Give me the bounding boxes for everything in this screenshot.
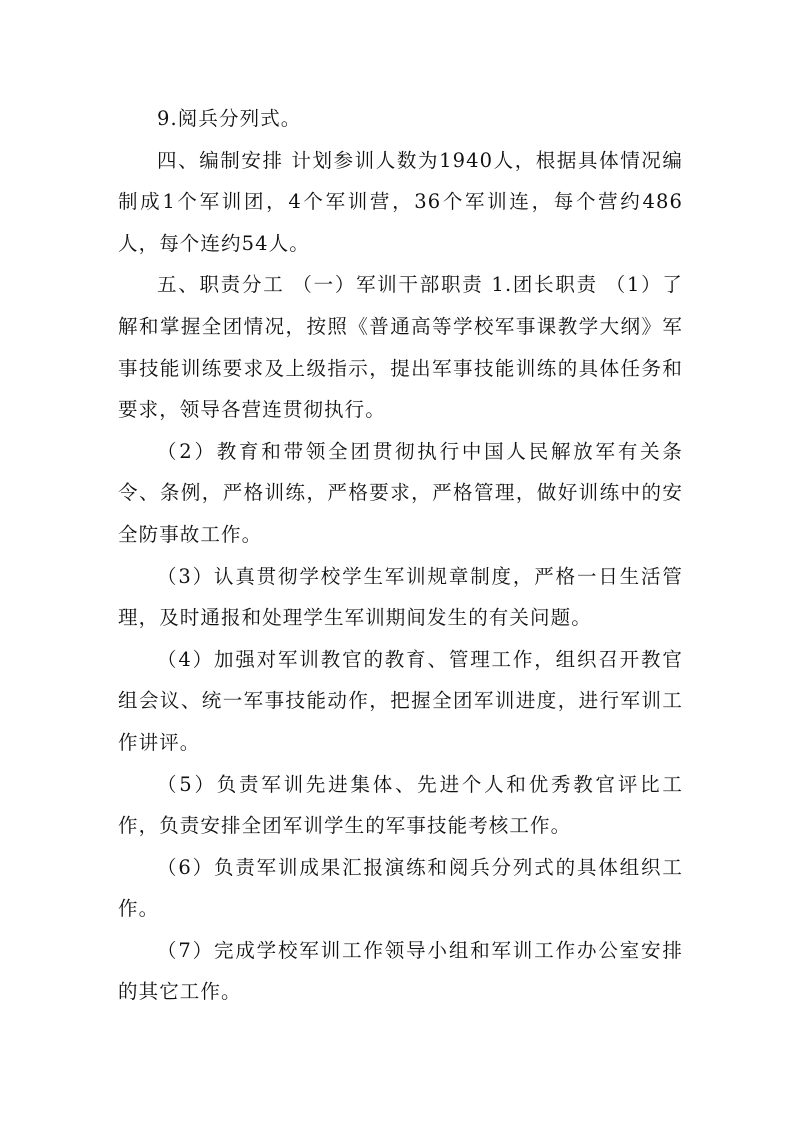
paragraph-duty-5: （5）负责军训先进集体、先进个人和优秀教官评比工作，负责安排全团军训学生的军事技能考核工作。: [118, 772, 683, 838]
paragraph-duty-division: 五、职责分工 （一）军训干部职责 1.团长职责 （1）了解和掌握全团情况，按照《普通高等学校军事课教学大纲》军事技能训练要求及上级指示，提出军事技能训练的具体任务和要求，领导各营连贯彻执行。: [118, 273, 683, 422]
paragraph-duty-7: （7）完成学校军训工作领导小组和军训工作办公室安排的其它工作。: [118, 938, 683, 1004]
document-body: [118, 98, 683, 1013]
paragraph-staffing-plan: 四、编制安排 计划参训人数为1940人，根据具体情况编制成1个军训团，4个军训营，36个军训连，每个营约486人，每个连约54人。: [118, 148, 683, 255]
paragraph-duty-4: （4）加强对军训教官的教育、管理工作，组织召开教官组会议、统一军事技能动作，把握全团军训进度，进行军训工作讲评。: [118, 647, 683, 754]
paragraph-duty-6: （6）负责军训成果汇报演练和阅兵分列式的具体组织工作。: [118, 855, 683, 921]
paragraph-parade-item: 9.阅兵分列式。: [157, 107, 302, 130]
paragraph-duty-2: （2）教育和带领全团贯彻执行中国人民解放军有关条令、条例，严格训练，严格要求，严格管理，做好训练中的安全防事故工作。: [118, 439, 683, 546]
paragraph-duty-3: （3）认真贯彻学校学生军训规章制度，严格一日生活管理，及时通报和处理学生军训期间发生的有关问题。: [118, 564, 683, 630]
